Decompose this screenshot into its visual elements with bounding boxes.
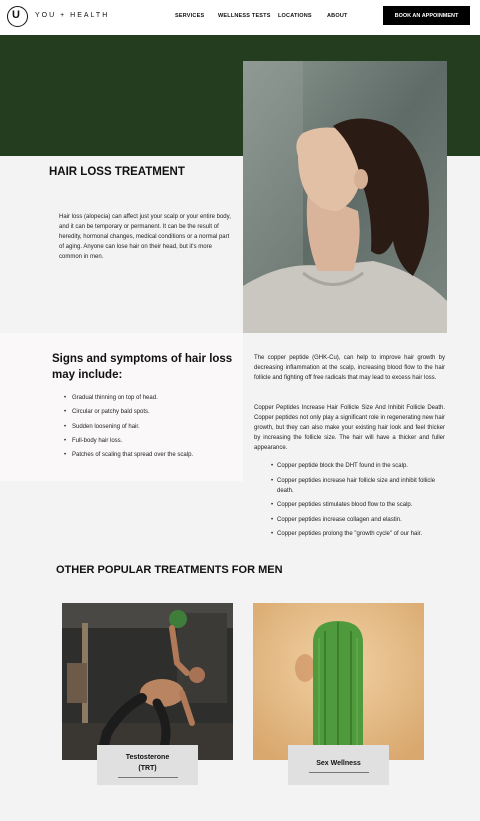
peptide-paragraph-2: Copper Peptides Increase Hair Follicle Size And Inhibit Follicle Death. Copper peptides not only play a significant role in regenerating new hair growth, but they can also make your existing hair look and feel thicker by increasing the follicle size. The hair will have a thicker and fuller appearance. xyxy=(254,405,445,451)
hero-description: Hair loss (alopecia) can affect just your scalp or your entire body, and it can be temporary or permanent. It can be the result of heredity, hormonal changes, medical conditions or a normal part of aging. Anyone can lose hair on their head, but it's more common in men. xyxy=(59,214,231,260)
list-item: • Copper peptide block the DHT found in the scalp. xyxy=(271,461,451,471)
peptide-paragraph-1: The copper peptide (GHK-Cu), can help to improve hair growth by decreasing inflammation at the scalp, increasing blood flow to the hair follicle and fighting off free radicals that may lead to excess hair loss. xyxy=(254,355,445,381)
top-navigation xyxy=(0,0,480,35)
list-item: • Copper peptides increase collagen and elastin. xyxy=(271,515,451,525)
peptide-benefits-list xyxy=(271,461,451,544)
symptoms-title: Signs and symptoms of hair loss may include: xyxy=(52,353,233,381)
list-item: • Copper peptides stimulates blood flow to the scalp. xyxy=(271,500,451,510)
card-underline xyxy=(118,777,178,778)
nav-link-services[interactable]: SERVICES xyxy=(175,13,205,19)
list-item: • Sudden loosening of hair. xyxy=(64,424,193,438)
logo-mark[interactable]: U xyxy=(12,9,20,21)
card-title-line: Testosterone xyxy=(125,754,170,761)
symptoms-list xyxy=(64,395,193,466)
testosterone-card-image[interactable] xyxy=(62,603,233,760)
list-item: • Copper peptides increase hair follicle size and inhibit follicle death. xyxy=(271,476,451,496)
list-item: • Gradual thinning on top of head. xyxy=(64,395,193,409)
card-title-line: Sex Wellness xyxy=(316,759,361,767)
list-item: • Patches of scaling that spread over the scalp. xyxy=(64,452,193,466)
nav-link-wellness-tests[interactable]: WELLNESS TESTS xyxy=(218,13,271,19)
list-item: • Copper peptides prolong the "growth cycle" of our hair. xyxy=(271,529,451,539)
hero-title: HAIR LOSS TREATMENT xyxy=(49,166,185,178)
list-item: • Circular or patchy bald spots. xyxy=(64,409,193,423)
treatments-title: OTHER POPULAR TREATMENTS FOR MEN xyxy=(56,564,283,576)
sex-wellness-card-image[interactable] xyxy=(253,603,424,760)
book-appointment-button[interactable]: BOOK AN APPOINMENT xyxy=(383,6,470,25)
logo-text[interactable]: YOU + HEALTH xyxy=(35,12,110,19)
nav-link-locations[interactable]: LOCATIONS xyxy=(278,13,312,19)
list-item: • Full-body hair loss. xyxy=(64,438,193,452)
nav-link-about[interactable]: ABOUT xyxy=(327,13,348,19)
testosterone-card-label[interactable] xyxy=(97,745,198,785)
card-underline xyxy=(309,772,369,773)
card-title-line: (TRT) xyxy=(138,765,157,772)
sex-wellness-card-label[interactable] xyxy=(288,745,389,785)
hero-portrait-image xyxy=(243,61,447,333)
